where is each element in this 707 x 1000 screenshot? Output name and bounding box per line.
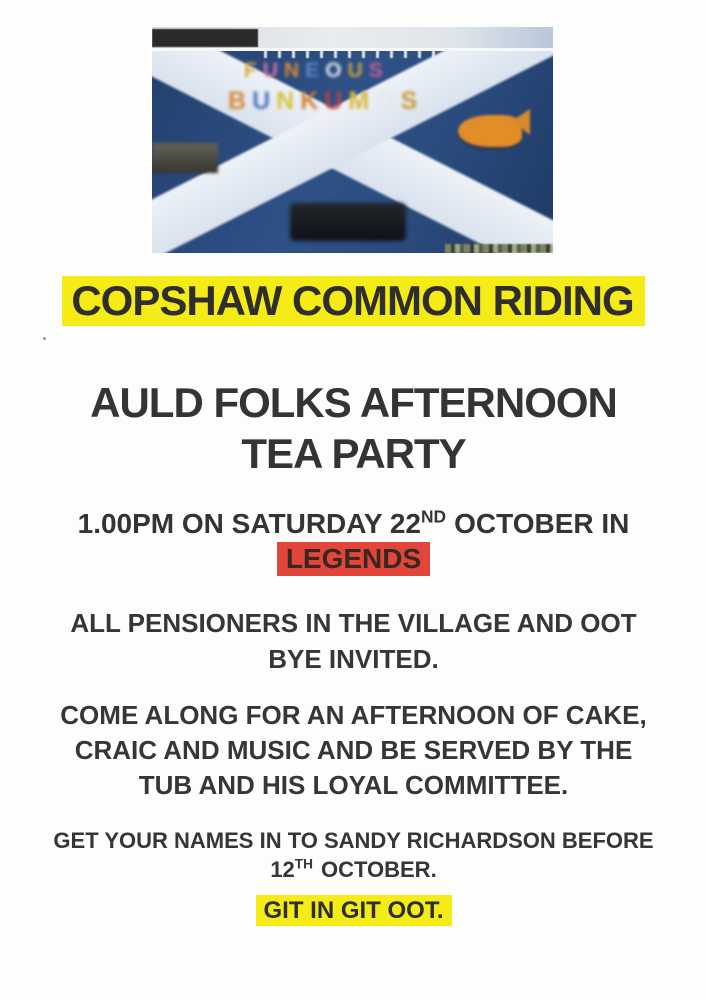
invitation-line2: BYE INVITED. bbox=[268, 644, 439, 674]
magnet-letter: K bbox=[300, 87, 320, 115]
magnet-letter: N bbox=[284, 59, 301, 82]
headline-highlight: COPSHAW COMMON RIDING bbox=[62, 276, 644, 326]
slogan-highlight: GIT IN GIT OOT. bbox=[256, 895, 452, 926]
fish-tail bbox=[512, 109, 530, 135]
magnet-letter: U bbox=[347, 59, 364, 82]
datetime-ordinal: ND bbox=[421, 506, 447, 527]
invitation-line1: ALL PENSIONERS IN THE VILLAGE AND OOT bbox=[70, 608, 637, 638]
dark-object-bottom bbox=[290, 203, 406, 241]
scan-speck bbox=[43, 337, 46, 340]
magnet-letter: U bbox=[262, 59, 279, 82]
saltire-flag-photo bbox=[152, 27, 553, 253]
event-title bbox=[0, 377, 707, 479]
rsvp-date: 12 bbox=[270, 857, 295, 882]
description-line3: TUB AND HIS LOYAL COMMITTEE. bbox=[138, 770, 569, 800]
rsvp-date-post: OCTOBER. bbox=[320, 857, 437, 882]
magnet-letter: B bbox=[228, 87, 248, 115]
magnet-letter: S bbox=[368, 59, 384, 82]
magnet-letter: U bbox=[324, 87, 344, 115]
magnet-letter: N bbox=[276, 87, 296, 115]
venue-line bbox=[0, 542, 707, 576]
flag-clip-marks bbox=[264, 51, 444, 58]
event-title-line2: TEA PARTY bbox=[241, 430, 466, 477]
magnet-letters-row2 bbox=[228, 87, 418, 116]
rsvp-text bbox=[0, 826, 707, 884]
magnet-letter: O bbox=[325, 59, 343, 82]
rsvp-ordinal: TH bbox=[294, 856, 313, 872]
description-text bbox=[0, 698, 707, 803]
invitation-text bbox=[0, 605, 707, 677]
event-title-line1: AULD FOLKS AFTERNOON bbox=[90, 379, 617, 426]
datetime-text-post: OCTOBER IN bbox=[454, 508, 630, 539]
venue-highlight: LEGENDS bbox=[277, 542, 430, 576]
photo-dark-object bbox=[152, 29, 258, 47]
rsvp-line1: GET YOUR NAMES IN TO SANDY RICHARDSON BEFORE bbox=[53, 828, 654, 853]
magnet-letters-row1 bbox=[244, 59, 384, 83]
headline-row bbox=[0, 276, 707, 326]
description-line1: COME ALONG FOR AN AFTERNOON OF CAKE, bbox=[60, 700, 647, 730]
datetime-text: 1.00PM ON SATURDAY 22 bbox=[77, 508, 422, 539]
saltire-flag bbox=[152, 51, 553, 253]
photo-edge-noise bbox=[445, 244, 553, 253]
description-line2: CRAIC AND MUSIC AND BE SERVED BY THE bbox=[74, 735, 633, 765]
magnet-letter: E bbox=[305, 59, 321, 82]
magnet-letter: F bbox=[244, 59, 258, 82]
magnet-letter: U bbox=[252, 87, 272, 115]
magnet-letter: M bbox=[348, 87, 371, 115]
rsvp-line2 bbox=[0, 855, 707, 884]
magnet-letter: O bbox=[375, 87, 396, 115]
datetime-line bbox=[0, 507, 707, 540]
slogan-line bbox=[0, 895, 707, 926]
dark-object-left bbox=[152, 143, 218, 173]
magnet-letter: S bbox=[400, 87, 419, 115]
